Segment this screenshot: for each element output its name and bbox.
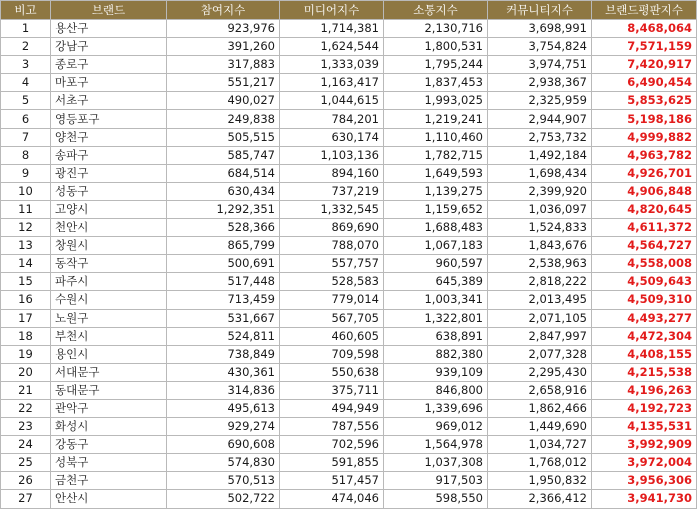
communication-cell: 1,564,978 <box>384 436 488 454</box>
table-row <box>1 38 697 56</box>
table-row <box>1 490 697 508</box>
community-cell: 1,843,676 <box>488 237 592 255</box>
rank-cell: 11 <box>1 200 51 218</box>
participation-cell: 528,366 <box>167 219 280 237</box>
table-row <box>1 472 697 490</box>
header-community: 커뮤니티지수 <box>488 1 592 20</box>
table-body <box>1 20 697 509</box>
participation-cell: 249,838 <box>167 110 280 128</box>
header-brand: 브랜드 <box>51 1 167 20</box>
reputation-cell: 7,571,159 <box>592 38 697 56</box>
communication-cell: 1,782,715 <box>384 146 488 164</box>
media-cell: 869,690 <box>280 219 384 237</box>
reputation-cell: 4,493,277 <box>592 309 697 327</box>
media-cell: 788,070 <box>280 237 384 255</box>
community-cell: 2,847,997 <box>488 327 592 345</box>
brand-cell: 화성시 <box>51 418 167 436</box>
media-cell: 737,219 <box>280 182 384 200</box>
rank-cell: 22 <box>1 399 51 417</box>
header-communication: 소통지수 <box>384 1 488 20</box>
rank-cell: 19 <box>1 345 51 363</box>
brand-cell: 동작구 <box>51 255 167 273</box>
participation-cell: 690,608 <box>167 436 280 454</box>
communication-cell: 1,688,483 <box>384 219 488 237</box>
communication-cell: 1,219,241 <box>384 110 488 128</box>
communication-cell: 1,003,341 <box>384 291 488 309</box>
communication-cell: 846,800 <box>384 381 488 399</box>
brand-cell: 파주시 <box>51 273 167 291</box>
brand-cell: 강동구 <box>51 436 167 454</box>
media-cell: 528,583 <box>280 273 384 291</box>
media-cell: 1,103,136 <box>280 146 384 164</box>
participation-cell: 570,513 <box>167 472 280 490</box>
community-cell: 1,492,184 <box>488 146 592 164</box>
brand-cell: 관악구 <box>51 399 167 417</box>
brand-cell: 부천시 <box>51 327 167 345</box>
media-cell: 1,624,544 <box>280 38 384 56</box>
participation-cell: 574,830 <box>167 454 280 472</box>
table-row <box>1 327 697 345</box>
participation-cell: 314,836 <box>167 381 280 399</box>
community-cell: 2,938,367 <box>488 74 592 92</box>
participation-cell: 865,799 <box>167 237 280 255</box>
participation-cell: 738,849 <box>167 345 280 363</box>
reputation-cell: 4,509,310 <box>592 291 697 309</box>
brand-cell: 종로구 <box>51 56 167 74</box>
brand-cell: 마포구 <box>51 74 167 92</box>
rank-cell: 9 <box>1 164 51 182</box>
header-rank: 비고 <box>1 1 51 20</box>
table-row <box>1 418 697 436</box>
rank-cell: 24 <box>1 436 51 454</box>
participation-cell: 495,613 <box>167 399 280 417</box>
community-cell: 2,366,412 <box>488 490 592 508</box>
communication-cell: 882,380 <box>384 345 488 363</box>
table-row <box>1 309 697 327</box>
communication-cell: 917,503 <box>384 472 488 490</box>
participation-cell: 1,292,351 <box>167 200 280 218</box>
brand-cell: 천안시 <box>51 219 167 237</box>
reputation-cell: 4,926,701 <box>592 164 697 182</box>
table-row <box>1 200 697 218</box>
rank-cell: 8 <box>1 146 51 164</box>
media-cell: 1,163,417 <box>280 74 384 92</box>
participation-cell: 684,514 <box>167 164 280 182</box>
media-cell: 557,757 <box>280 255 384 273</box>
media-cell: 494,949 <box>280 399 384 417</box>
participation-cell: 391,260 <box>167 38 280 56</box>
participation-cell: 929,274 <box>167 418 280 436</box>
media-cell: 460,605 <box>280 327 384 345</box>
community-cell: 2,071,105 <box>488 309 592 327</box>
brand-cell: 고양시 <box>51 200 167 218</box>
media-cell: 702,596 <box>280 436 384 454</box>
community-cell: 3,698,991 <box>488 20 592 38</box>
community-cell: 1,950,832 <box>488 472 592 490</box>
participation-cell: 630,434 <box>167 182 280 200</box>
header-participation: 참여지수 <box>167 1 280 20</box>
reputation-cell: 3,972,004 <box>592 454 697 472</box>
rank-cell: 1 <box>1 20 51 38</box>
communication-cell: 1,037,308 <box>384 454 488 472</box>
brand-cell: 안산시 <box>51 490 167 508</box>
media-cell: 784,201 <box>280 110 384 128</box>
rank-cell: 17 <box>1 309 51 327</box>
table-row <box>1 345 697 363</box>
community-cell: 1,768,012 <box>488 454 592 472</box>
brand-cell: 성북구 <box>51 454 167 472</box>
media-cell: 1,714,381 <box>280 20 384 38</box>
communication-cell: 1,110,460 <box>384 128 488 146</box>
reputation-cell: 4,611,372 <box>592 219 697 237</box>
community-cell: 1,034,727 <box>488 436 592 454</box>
brand-cell: 동대문구 <box>51 381 167 399</box>
reputation-cell: 4,135,531 <box>592 418 697 436</box>
media-cell: 1,333,039 <box>280 56 384 74</box>
community-cell: 1,449,690 <box>488 418 592 436</box>
media-cell: 894,160 <box>280 164 384 182</box>
brand-cell: 창원시 <box>51 237 167 255</box>
reputation-cell: 7,420,917 <box>592 56 697 74</box>
table-row <box>1 182 697 200</box>
communication-cell: 1,795,244 <box>384 56 488 74</box>
table-row <box>1 273 697 291</box>
participation-cell: 430,361 <box>167 363 280 381</box>
communication-cell: 1,159,652 <box>384 200 488 218</box>
media-cell: 787,556 <box>280 418 384 436</box>
table-row <box>1 74 697 92</box>
table-row <box>1 436 697 454</box>
rank-cell: 26 <box>1 472 51 490</box>
reputation-cell: 4,906,848 <box>592 182 697 200</box>
table-row <box>1 92 697 110</box>
media-cell: 630,174 <box>280 128 384 146</box>
table-row <box>1 20 697 38</box>
media-cell: 1,044,615 <box>280 92 384 110</box>
community-cell: 3,974,751 <box>488 56 592 74</box>
header-media: 미디어지수 <box>280 1 384 20</box>
rank-cell: 23 <box>1 418 51 436</box>
brand-cell: 양천구 <box>51 128 167 146</box>
media-cell: 567,705 <box>280 309 384 327</box>
participation-cell: 524,811 <box>167 327 280 345</box>
rank-cell: 7 <box>1 128 51 146</box>
brand-cell: 서대문구 <box>51 363 167 381</box>
communication-cell: 960,597 <box>384 255 488 273</box>
community-cell: 2,658,916 <box>488 381 592 399</box>
reputation-cell: 3,956,306 <box>592 472 697 490</box>
community-cell: 2,325,959 <box>488 92 592 110</box>
community-cell: 1,524,833 <box>488 219 592 237</box>
communication-cell: 2,130,716 <box>384 20 488 38</box>
participation-cell: 585,747 <box>167 146 280 164</box>
table-row <box>1 399 697 417</box>
reputation-cell: 8,468,064 <box>592 20 697 38</box>
media-cell: 550,638 <box>280 363 384 381</box>
rank-cell: 21 <box>1 381 51 399</box>
reputation-cell: 4,196,263 <box>592 381 697 399</box>
community-cell: 2,295,430 <box>488 363 592 381</box>
table-row <box>1 237 697 255</box>
community-cell: 1,862,466 <box>488 399 592 417</box>
header-reputation: 브랜드평판지수 <box>592 1 697 20</box>
media-cell: 591,855 <box>280 454 384 472</box>
media-cell: 779,014 <box>280 291 384 309</box>
brand-cell: 노원구 <box>51 309 167 327</box>
reputation-cell: 3,992,909 <box>592 436 697 454</box>
community-cell: 2,013,495 <box>488 291 592 309</box>
reputation-cell: 5,198,186 <box>592 110 697 128</box>
brand-cell: 금천구 <box>51 472 167 490</box>
reputation-cell: 6,490,454 <box>592 74 697 92</box>
brand-cell: 광진구 <box>51 164 167 182</box>
rank-cell: 18 <box>1 327 51 345</box>
media-cell: 709,598 <box>280 345 384 363</box>
participation-cell: 517,448 <box>167 273 280 291</box>
communication-cell: 1,649,593 <box>384 164 488 182</box>
rank-cell: 27 <box>1 490 51 508</box>
participation-cell: 551,217 <box>167 74 280 92</box>
brand-cell: 강남구 <box>51 38 167 56</box>
community-cell: 2,399,920 <box>488 182 592 200</box>
community-cell: 1,698,434 <box>488 164 592 182</box>
table-row <box>1 381 697 399</box>
brand-cell: 송파구 <box>51 146 167 164</box>
communication-cell: 1,837,453 <box>384 74 488 92</box>
reputation-cell: 4,820,645 <box>592 200 697 218</box>
reputation-cell: 4,472,304 <box>592 327 697 345</box>
reputation-cell: 4,408,155 <box>592 345 697 363</box>
brand-cell: 영등포구 <box>51 110 167 128</box>
community-cell: 2,077,328 <box>488 345 592 363</box>
brand-cell: 서초구 <box>51 92 167 110</box>
communication-cell: 645,389 <box>384 273 488 291</box>
communication-cell: 598,550 <box>384 490 488 508</box>
table-row <box>1 164 697 182</box>
table-row <box>1 255 697 273</box>
rank-cell: 4 <box>1 74 51 92</box>
community-cell: 2,753,732 <box>488 128 592 146</box>
participation-cell: 490,027 <box>167 92 280 110</box>
communication-cell: 1,067,183 <box>384 237 488 255</box>
reputation-cell: 4,192,723 <box>592 399 697 417</box>
participation-cell: 317,883 <box>167 56 280 74</box>
communication-cell: 1,993,025 <box>384 92 488 110</box>
participation-cell: 713,459 <box>167 291 280 309</box>
rank-cell: 12 <box>1 219 51 237</box>
rank-cell: 20 <box>1 363 51 381</box>
communication-cell: 969,012 <box>384 418 488 436</box>
communication-cell: 1,139,275 <box>384 182 488 200</box>
table-row <box>1 56 697 74</box>
communication-cell: 1,322,801 <box>384 309 488 327</box>
rank-cell: 6 <box>1 110 51 128</box>
rank-cell: 13 <box>1 237 51 255</box>
community-cell: 3,754,824 <box>488 38 592 56</box>
participation-cell: 502,722 <box>167 490 280 508</box>
media-cell: 517,457 <box>280 472 384 490</box>
rank-cell: 25 <box>1 454 51 472</box>
table-row <box>1 146 697 164</box>
table-row <box>1 363 697 381</box>
media-cell: 375,711 <box>280 381 384 399</box>
community-cell: 1,036,097 <box>488 200 592 218</box>
rank-cell: 3 <box>1 56 51 74</box>
reputation-cell: 4,558,008 <box>592 255 697 273</box>
table-row <box>1 291 697 309</box>
communication-cell: 1,339,696 <box>384 399 488 417</box>
reputation-cell: 4,999,882 <box>592 128 697 146</box>
reputation-cell: 4,215,538 <box>592 363 697 381</box>
media-cell: 474,046 <box>280 490 384 508</box>
reputation-cell: 4,963,782 <box>592 146 697 164</box>
brand-cell: 성동구 <box>51 182 167 200</box>
rank-cell: 15 <box>1 273 51 291</box>
reputation-cell: 4,564,727 <box>592 237 697 255</box>
communication-cell: 1,800,531 <box>384 38 488 56</box>
table-row <box>1 110 697 128</box>
rank-cell: 10 <box>1 182 51 200</box>
table-row <box>1 454 697 472</box>
community-cell: 2,818,222 <box>488 273 592 291</box>
brand-cell: 용인시 <box>51 345 167 363</box>
community-cell: 2,944,907 <box>488 110 592 128</box>
rank-cell: 2 <box>1 38 51 56</box>
community-cell: 2,538,963 <box>488 255 592 273</box>
brand-cell: 수원시 <box>51 291 167 309</box>
reputation-cell: 5,853,625 <box>592 92 697 110</box>
participation-cell: 505,515 <box>167 128 280 146</box>
table-row <box>1 219 697 237</box>
participation-cell: 531,667 <box>167 309 280 327</box>
header-row <box>1 1 697 20</box>
participation-cell: 923,976 <box>167 20 280 38</box>
participation-cell: 500,691 <box>167 255 280 273</box>
communication-cell: 939,109 <box>384 363 488 381</box>
reputation-cell: 3,941,730 <box>592 490 697 508</box>
table-row <box>1 128 697 146</box>
rank-cell: 14 <box>1 255 51 273</box>
rank-cell: 5 <box>1 92 51 110</box>
rank-cell: 16 <box>1 291 51 309</box>
communication-cell: 638,891 <box>384 327 488 345</box>
reputation-cell: 4,509,643 <box>592 273 697 291</box>
brand-cell: 용산구 <box>51 20 167 38</box>
media-cell: 1,332,545 <box>280 200 384 218</box>
